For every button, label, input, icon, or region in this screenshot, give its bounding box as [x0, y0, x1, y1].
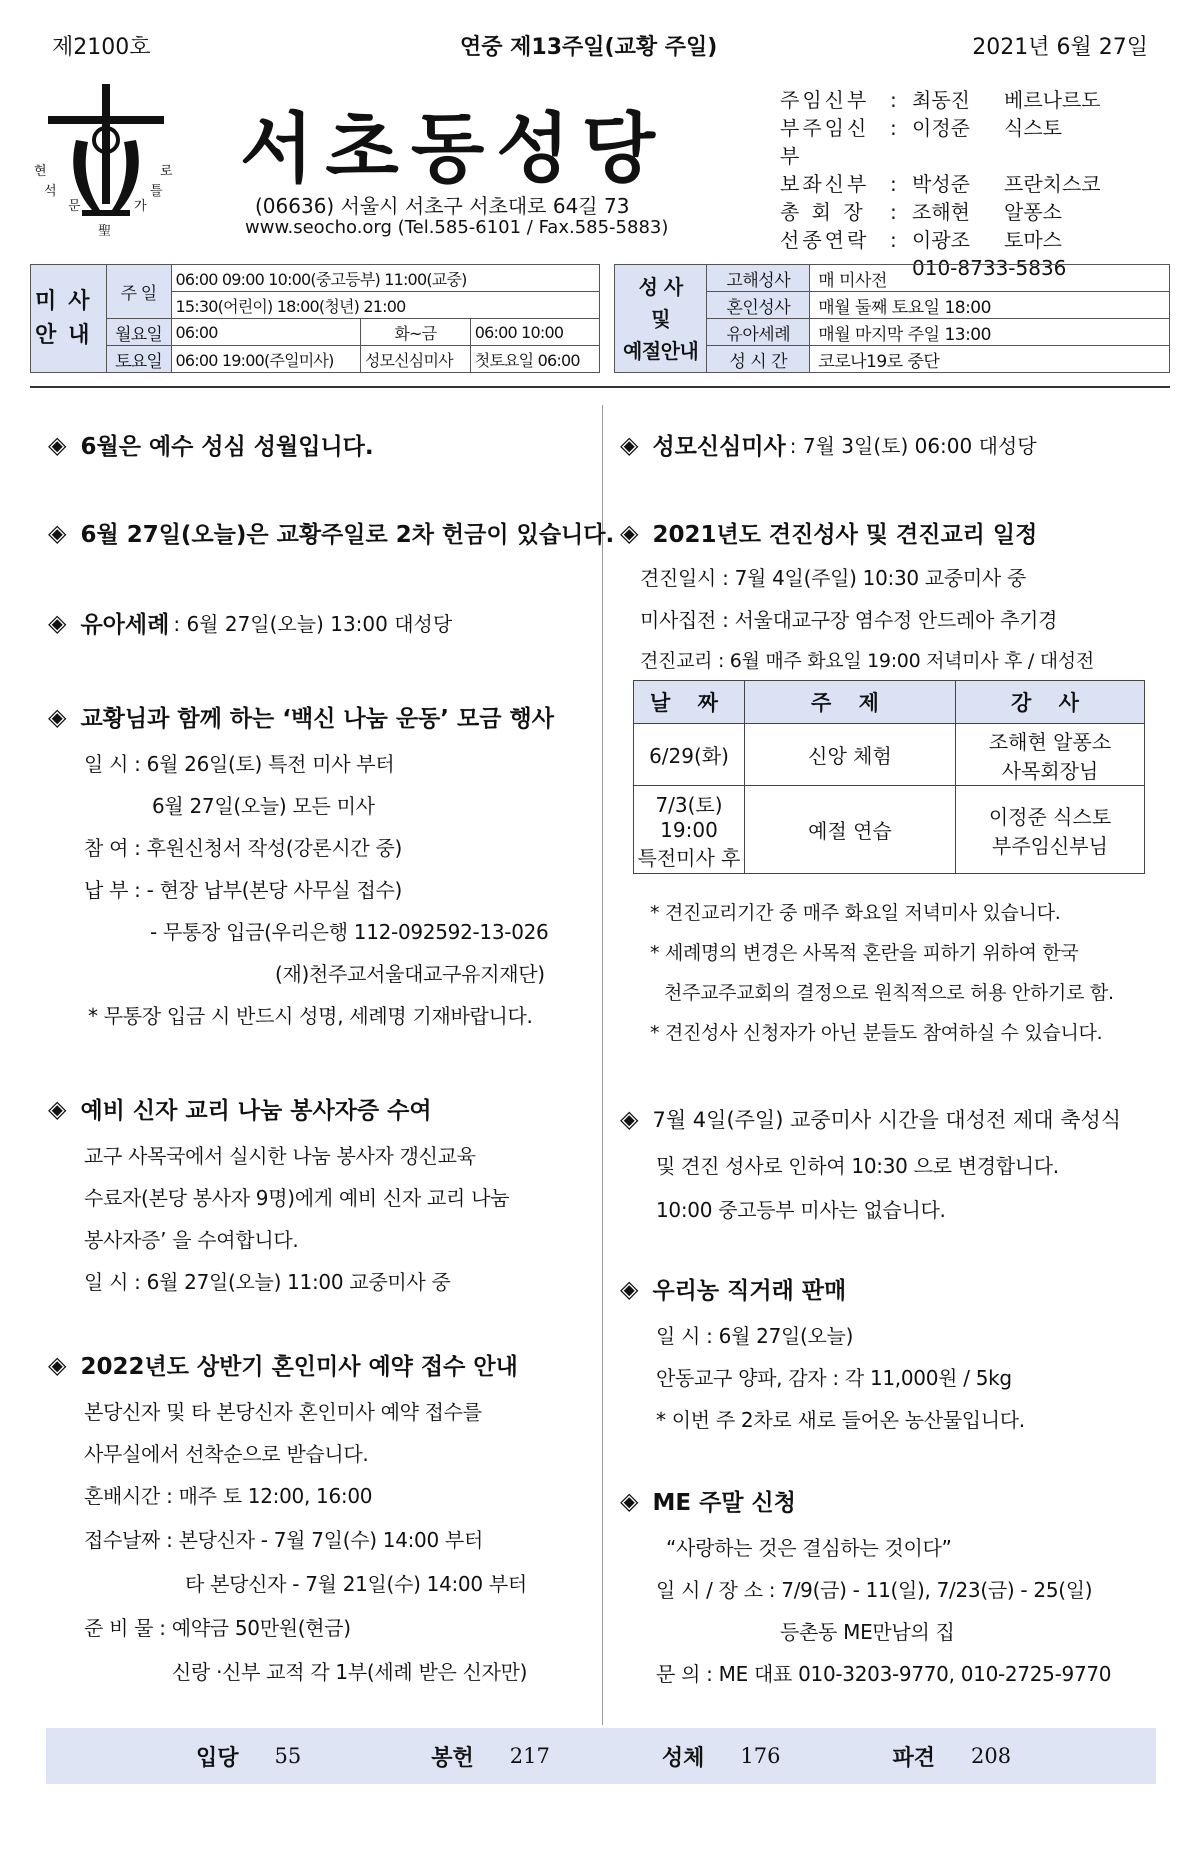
- diamond-bullet-icon: ◈: [620, 1274, 639, 1303]
- column-header: 강 사: [956, 681, 1145, 724]
- clergy-row: 선종연락 : 이광조 토마스: [780, 228, 1062, 252]
- notice-line: 등촌동 ME만남의 집: [780, 1620, 955, 1644]
- clergy-role: 주임신부: [780, 88, 870, 112]
- notice-line: 일 시 : 6월 27일(오늘): [656, 1324, 854, 1348]
- sunday-times-1: 06:00 09:00 10:00(중고등부) 11:00(교중): [171, 265, 599, 292]
- sacrament-name: 성 시 간: [707, 346, 810, 373]
- church-name: 서초동성당: [240, 104, 668, 193]
- weekday-label: 화~금: [360, 319, 470, 346]
- hymn-number: 55: [274, 1744, 302, 1768]
- sacrament-table: [614, 264, 1170, 373]
- clergy-role: 선종연락: [780, 228, 870, 252]
- notice-line: * 견진성사 신청자가 아닌 분들도 참여하실 수 있습니다.: [650, 1022, 1103, 1044]
- sacrament-name: 혼인성사: [707, 292, 810, 319]
- notice-line: 본당신자 및 타 본당신자 혼인미사 예약 접수를: [84, 1400, 482, 1424]
- clergy-name: 조해현: [912, 200, 970, 224]
- clergy-role: 총 회 장: [780, 200, 866, 224]
- clergy-baptismal: 베르나르도: [1004, 88, 1101, 112]
- notice-line: 일 시 : 6월 27일(오늘) 11:00 교중미사 중: [84, 1270, 451, 1294]
- clergy-baptismal: 식스토: [1004, 116, 1062, 140]
- diamond-bullet-icon: ◈: [48, 702, 67, 731]
- clergy-list: [780, 86, 1101, 282]
- diamond-bullet-icon: ◈: [48, 1350, 67, 1379]
- logo-char: 틀: [150, 184, 163, 199]
- sacrament-value: 코로나19로 중단: [810, 346, 1170, 373]
- notice-line: 안동교구 양파, 감자 : 각 11,000원 / 5kg: [656, 1366, 1012, 1390]
- logo-char: 현: [34, 164, 47, 179]
- logo-char: 문: [68, 199, 81, 214]
- monday-time: 06:00: [171, 319, 360, 346]
- sacrament-name: 유아세례: [707, 319, 810, 346]
- notice-line: 봉사자증’ 을 수여합니다.: [84, 1228, 299, 1252]
- notice-line: 접수날짜 : 본당신자 - 7월 7일(수) 14:00 부터: [84, 1528, 484, 1552]
- clergy-baptismal: 알퐁소: [1004, 200, 1062, 224]
- notice-line: 수료자(본당 봉사자 9명)에게 예비 신자 교리 나눔: [84, 1186, 510, 1210]
- hymn-label: 성체: [661, 1744, 705, 1771]
- notice-line: 교구 사목국에서 실시한 나눔 봉사자 갱신교육: [84, 1144, 476, 1168]
- confirmation-table: [633, 680, 1145, 874]
- hymn-number: 208: [970, 1744, 1012, 1768]
- clergy-row: 총 회 장 : 조해현 알퐁소: [780, 200, 1062, 224]
- conf-topic: 신앙 체험: [745, 724, 956, 786]
- column-header: 주 제: [745, 681, 956, 724]
- notice-line: 준 비 물 : 예약금 50만원(현금): [84, 1616, 351, 1640]
- bulletin-date: 2021년 6월 27일: [972, 35, 1148, 60]
- hymn-label: 봉헌: [431, 1744, 474, 1771]
- weekday-times: 06:00 10:00: [470, 319, 599, 346]
- saturday-times: 06:00 19:00(주일미사): [171, 346, 360, 373]
- sacrament-value: 매 미사전: [810, 265, 1170, 292]
- diamond-bullet-icon: ◈: [48, 430, 67, 459]
- diamond-bullet-icon: ◈: [48, 1094, 67, 1123]
- sunday-label: 주 일: [106, 265, 171, 319]
- notice-heading: ◈ 우리농 직거래 판매: [620, 1274, 847, 1304]
- table-row: [634, 724, 1145, 786]
- notice-line: (재)천주교서울대교구유지재단): [275, 962, 545, 986]
- clergy-row: 주임신부 : 최동진 베르나르도: [780, 88, 1101, 112]
- sacrament-label: 성 사 및 예절안내: [615, 265, 707, 373]
- notice-line: 견진일시 : 7월 4일(주일) 10:30 교중미사 중: [640, 566, 1027, 590]
- clergy-role: 부주임신부: [780, 116, 870, 168]
- mass-schedule-label: 미사 안내: [31, 265, 107, 373]
- sacrament-value: 매월 마지막 주일 13:00: [810, 319, 1170, 346]
- clergy-name: 이광조: [912, 228, 970, 252]
- notice-line: 10:00 중고등부 미사는 없습니다.: [656, 1198, 946, 1222]
- notice-heading: ◈ 6월은 예수 성심 성월입니다.: [48, 430, 374, 460]
- diamond-bullet-icon: ◈: [48, 608, 67, 637]
- notice-line: * 세례명의 변경은 사목적 혼란을 피하기 위하여 한국: [650, 942, 1079, 964]
- logo-char: 석: [44, 184, 57, 199]
- column-header: 날 짜: [634, 681, 745, 724]
- notice-line: 6월 27일(오늘) 모든 미사: [152, 794, 375, 818]
- notice-heading: ◈ 예비 신자 교리 나눔 봉사자증 수여: [48, 1094, 432, 1124]
- notice-line: 혼배시간 : 매주 토 12:00, 16:00: [84, 1484, 373, 1508]
- notice-line: * 견진교리기간 중 매주 화요일 저녁미사 있습니다.: [650, 902, 1061, 924]
- clergy-row: 보좌신부 : 박성준 프란치스코: [780, 172, 1101, 196]
- hymn-number: 217: [509, 1744, 550, 1768]
- notice-heading: ◈ 교황님과 함께 하는 ‘백신 나눔 운동’ 모금 행사: [48, 702, 554, 732]
- notice-line: 및 견진 성사로 인하여 10:30 으로 변경합니다.: [656, 1154, 1059, 1178]
- notice-heading: ◈ 2022년도 상반기 혼인미사 예약 접수 안내: [48, 1350, 518, 1380]
- clergy-name: 박성준: [912, 172, 970, 196]
- mass-schedule-table: [30, 264, 600, 373]
- notice-heading: ◈ 6월 27일(오늘)은 교황주일로 2차 헌금이 있습니다.: [48, 518, 615, 548]
- clergy-name: 최동진: [912, 88, 970, 112]
- conf-lecturer: 조해현 알퐁소 사목회장님: [956, 724, 1145, 786]
- notice-line: 신랑 ·신부 교적 각 1부(세례 받은 신자만): [172, 1660, 528, 1684]
- logo-char: 로: [160, 164, 173, 179]
- issue-number: 제2100호: [52, 35, 151, 60]
- notice-line: - 무통장 입금(우리은행 112-092592-13-026: [150, 920, 549, 944]
- hymn-number: 176: [740, 1744, 781, 1768]
- clergy-phone: 010-8733-5836: [912, 256, 1067, 280]
- logo-char: 聖: [98, 224, 112, 239]
- notice-heading: ◈ 7월 4일(주일) 교중미사 시간을 대성전 제대 축성식: [620, 1105, 1122, 1133]
- notice-line: 견진교리 : 6월 매주 화요일 19:00 저녁미사 후 / 대성전: [640, 650, 1094, 672]
- notice-line: 사무실에서 선착순으로 받습니다.: [84, 1442, 369, 1466]
- notice-heading: ◈ 유아세례 : 6월 27일(오늘) 13:00 대성당: [48, 608, 453, 638]
- sacrament-name: 고해성사: [707, 265, 810, 292]
- table-row: [634, 786, 1145, 874]
- sacrament-value: 매월 둘째 토요일 18:00: [810, 292, 1170, 319]
- notice-line: 납 부 : - 현장 납부(본당 사무실 접수): [84, 878, 403, 902]
- notice-heading: ◈ 성모신심미사 : 7월 3일(토) 06:00 대성당: [620, 430, 1037, 460]
- notice-line: 참 여 : 후원신청서 작성(강론시간 중): [84, 836, 403, 860]
- church-logo: [36, 80, 176, 250]
- notice-line: 일 시 / 장 소 : 7/9(금) - 11(일), 7/23(금) - 25(일): [656, 1578, 1093, 1602]
- conf-lecturer: 이정준 식스토 부주임신부님: [956, 786, 1145, 874]
- column-divider: [602, 405, 603, 1725]
- saturday-first: 첫토요일 06:00: [470, 346, 599, 373]
- clergy-baptismal: 토마스: [1004, 228, 1062, 252]
- sunday-times-2: 15:30(어린이) 18:00(청년) 21:00: [171, 292, 599, 319]
- monday-label: 월요일: [106, 319, 171, 346]
- notice-heading: ◈ ME 주말 신청: [620, 1486, 796, 1516]
- diamond-bullet-icon: ◈: [620, 518, 639, 547]
- conf-date: 6/29(화): [634, 724, 745, 786]
- church-contact: www.seocho.org (Tel.585-6101 / Fax.585-5883): [245, 217, 669, 238]
- diamond-bullet-icon: ◈: [620, 1486, 639, 1515]
- clergy-row: 부주임신부 : 이정준 식스토: [780, 116, 1062, 168]
- notice-line: 문 의 : ME 대표 010-3203-9770, 010-2725-9770: [656, 1662, 1112, 1686]
- conf-date: 7/3(토) 19:00 특전미사 후: [634, 786, 745, 874]
- clergy-role: 보좌신부: [780, 172, 870, 196]
- notice-line: 미사집전 : 서울대교구장 염수정 안드레아 추기경: [640, 608, 1058, 632]
- diamond-bullet-icon: ◈: [48, 518, 67, 547]
- logo-char: 가: [134, 199, 147, 214]
- notice-line: 천주교주교회의 결정으로 원칙적으로 허용 안하기로 함.: [664, 982, 1114, 1004]
- hymn-label: 입당: [196, 1744, 239, 1771]
- clergy-name: 이정준: [912, 116, 970, 140]
- saturday-label: 토요일: [106, 346, 171, 373]
- diamond-bullet-icon: ◈: [620, 430, 639, 459]
- notice-line: * 이번 주 2차로 새로 들어온 농산물입니다.: [656, 1408, 1025, 1432]
- hymn-label: 파견: [892, 1744, 935, 1771]
- notice-line: * 무통장 입금 시 반드시 성명, 세례명 기재바랍니다.: [88, 1004, 533, 1028]
- hymn-footer: [46, 1728, 1156, 1784]
- notice-line: 일 시 : 6월 26일(토) 특전 미사 부터: [84, 752, 395, 776]
- notice-line: “사랑하는 것은 결심하는 것이다”: [666, 1536, 952, 1560]
- saturday-marian: 성모신심미사: [360, 346, 470, 373]
- clergy-baptismal: 프란치스코: [1004, 172, 1101, 196]
- notice-heading: ◈ 2021년도 견진성사 및 견진교리 일정: [620, 518, 1038, 548]
- liturgical-day: 연중 제13주일(교황 주일): [460, 35, 718, 60]
- header-divider: [30, 386, 1170, 388]
- diamond-bullet-icon: ◈: [620, 1105, 639, 1133]
- notice-line: 타 본당신자 - 7월 21일(수) 14:00 부터: [185, 1572, 527, 1596]
- church-address: (06636) 서울시 서초구 서초대로 64길 73: [255, 194, 630, 218]
- conf-topic: 예절 연습: [745, 786, 956, 874]
